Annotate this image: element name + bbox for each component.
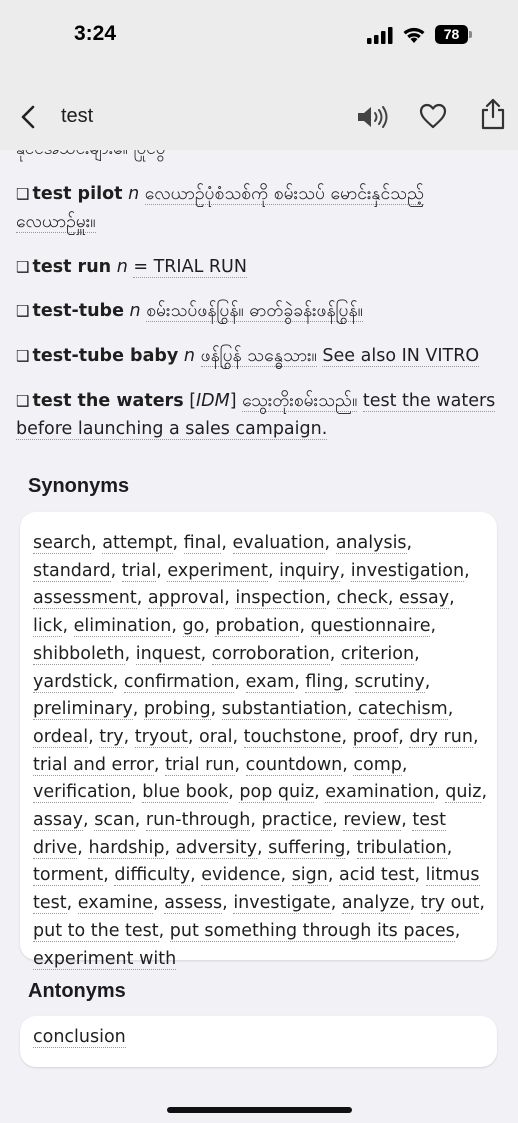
synonym-word[interactable]: preliminary <box>33 699 133 720</box>
synonym-word[interactable]: inquest <box>135 643 201 664</box>
synonym-word[interactable]: trial and error <box>33 754 154 775</box>
synonym-word[interactable]: standard <box>33 560 111 581</box>
synonym-word[interactable]: run-through <box>145 810 251 831</box>
synonym-word[interactable]: check <box>336 588 388 609</box>
synonym-word[interactable]: try <box>99 726 124 747</box>
antonyms-heading: Antonyms <box>28 980 126 1002</box>
bullet-icon: ❑ <box>16 392 30 410</box>
synonym-word[interactable]: investigation <box>350 560 465 581</box>
status-bar <box>0 0 518 70</box>
entry-pos: n <box>128 184 140 204</box>
synonym-word[interactable]: criterion <box>340 643 415 664</box>
synonym-word[interactable]: essay <box>399 588 450 609</box>
synonym-word[interactable]: review <box>343 810 402 831</box>
synonyms-list: search, attempt, final, evaluation, analysis, standard, trial, experiment, inquiry, investigation, assessment, approval, inspection, check, essay, lick, elimination, go, probation, questionnaire, shibboleth, inquest, corroboration, criterion, yardstick, confirmation, exam, fling, scrutiny, preliminary, probing, substantiation, catechism, ordeal, try, tryout, oral, touchstone, proof, dry run, trial and error, trial run, countdown, comp, verification, blue book, pop quiz, examination, quiz, assay, scan, run-through, practice, review, test drive, hardship, adversity, suffering, tribulation, torment, difficulty, evidence, sign, acid test, litmus test, examine, assess, investigate, analyze, try out, put to the test, put something through its paces, experiment with <box>33 533 488 969</box>
synonym-word[interactable]: yardstick <box>33 671 113 692</box>
entry-definition[interactable]: စမ်းသပ်ဖန်ပြွန်။ ဓာတ်ခွဲခန်းဖန်ပြွန်။ <box>146 301 363 321</box>
synonym-word[interactable]: probation <box>215 616 300 637</box>
entry-pos: n <box>129 301 141 321</box>
chevron-left-icon[interactable] <box>18 105 40 129</box>
entry-term: test the waters <box>32 391 184 411</box>
synonym-word[interactable]: ordeal <box>33 726 89 747</box>
synonym-word[interactable]: search <box>33 533 92 553</box>
entry-content <box>0 150 518 1123</box>
synonym-word[interactable]: oral <box>198 726 233 747</box>
entry-term: test-tube baby <box>32 346 179 366</box>
synonym-word[interactable]: put something through its paces <box>169 920 455 941</box>
synonym-word[interactable]: put to the test <box>33 920 159 941</box>
home-indicator <box>167 1107 352 1113</box>
synonym-word[interactable]: adversity <box>175 837 257 858</box>
synonym-word[interactable]: shibboleth <box>33 643 125 664</box>
synonym-word[interactable]: examine <box>77 893 154 914</box>
synonym-word[interactable]: assay <box>33 810 84 831</box>
entry-term: test pilot <box>32 184 123 204</box>
synonym-word[interactable]: final <box>183 533 222 553</box>
entry-term: test-tube <box>32 301 124 321</box>
antonym-word[interactable]: conclusion <box>33 1027 126 1047</box>
entry-definition[interactable]: = TRIAL RUN <box>133 257 247 277</box>
bullet-icon: ❑ <box>16 302 30 320</box>
synonym-word[interactable]: sign <box>291 865 328 886</box>
synonym-word[interactable]: quiz <box>445 782 482 803</box>
synonym-word[interactable]: examination <box>325 782 435 803</box>
synonym-word[interactable]: scan <box>94 810 135 831</box>
nav-bar <box>0 70 518 150</box>
entry-test-tube-baby <box>16 342 500 370</box>
cellular-signal-icon <box>367 27 393 44</box>
entry-term: test run <box>32 257 112 277</box>
idiom-tag: [IDM] <box>189 391 237 411</box>
synonym-word[interactable]: trial <box>121 560 157 581</box>
battery-icon <box>435 25 468 44</box>
synonym-word[interactable]: trial run <box>165 754 235 775</box>
bullet-icon: ❑ <box>16 185 30 203</box>
entry-definition[interactable]: လေယာဉ်ပုံစံသစ်ကို စမ်းသပ် မောင်းနှင်သည့် <box>144 184 424 204</box>
synonym-word[interactable]: inquiry <box>279 560 340 581</box>
synonym-word[interactable]: approval <box>147 588 225 609</box>
synonym-word[interactable]: elimination <box>73 616 172 637</box>
synonym-word[interactable]: touchstone <box>243 726 342 747</box>
synonym-word[interactable]: acid test <box>339 865 415 886</box>
synonym-word[interactable]: verification <box>33 782 132 803</box>
bullet-icon: ❑ <box>16 347 30 365</box>
entry-example[interactable]: test the waters <box>362 391 496 411</box>
entry-test-pilot <box>16 180 500 236</box>
antonyms-card <box>20 1016 497 1067</box>
synonym-word[interactable]: substantiation <box>221 699 347 720</box>
synonym-word[interactable]: blue book <box>142 782 229 803</box>
synonym-word[interactable]: experiment with <box>33 948 177 969</box>
synonym-word[interactable]: comp <box>353 754 402 775</box>
speaker-icon[interactable] <box>356 103 390 131</box>
see-also-link[interactable]: See also IN VITRO <box>322 346 480 366</box>
wifi-icon <box>402 25 426 44</box>
synonym-word[interactable]: proof <box>352 726 399 747</box>
synonym-word[interactable]: investigate <box>233 893 331 914</box>
entry-test-run <box>16 253 500 281</box>
synonym-word[interactable]: inspection <box>235 588 326 609</box>
synonym-word[interactable]: try out <box>420 893 480 914</box>
synonym-word[interactable]: experiment <box>167 560 268 581</box>
synonym-word[interactable]: assessment <box>33 588 137 609</box>
synonym-word[interactable]: evidence <box>201 865 281 886</box>
synonym-word[interactable]: tryout <box>134 726 188 747</box>
synonym-word[interactable]: lick <box>33 616 63 637</box>
bullet-icon: ❑ <box>16 258 30 276</box>
entry-test-the-waters <box>16 387 500 443</box>
entry-definition[interactable]: သွေးတိုးစမ်းသည်။ <box>242 391 358 411</box>
synonym-word[interactable]: countdown <box>245 754 343 775</box>
synonym-word[interactable]: catechism <box>358 699 448 720</box>
synonyms-heading: Synonyms <box>28 475 130 497</box>
synonym-word[interactable]: attempt <box>102 533 173 553</box>
share-icon[interactable] <box>479 98 507 130</box>
synonym-word[interactable]: tribulation <box>356 837 447 858</box>
synonym-word[interactable]: scrutiny <box>354 671 425 692</box>
entry-test-tube <box>16 297 500 325</box>
status-time: 3:24 <box>74 22 117 45</box>
entry-pos: n <box>116 257 128 277</box>
synonym-word[interactable]: questionnaire <box>310 616 431 637</box>
synonyms-card <box>20 512 497 969</box>
page-title: test <box>61 105 94 127</box>
synonym-word[interactable]: corroboration <box>211 643 330 664</box>
synonym-word[interactable]: dry run <box>409 726 473 747</box>
synonym-word[interactable]: litmus test <box>33 865 480 914</box>
synonym-word[interactable]: confirmation <box>123 671 235 692</box>
entry-pos: n <box>183 346 195 366</box>
synonym-word[interactable]: analysis <box>335 533 407 553</box>
synonym-word[interactable]: hardship <box>88 837 165 858</box>
synonym-word[interactable]: go <box>182 616 205 637</box>
synonym-word[interactable]: probing <box>143 699 211 720</box>
synonym-word[interactable]: test drive <box>33 810 447 858</box>
entry-example[interactable]: before launching a sales campaign. <box>16 419 328 439</box>
synonym-word[interactable]: evaluation <box>232 533 325 553</box>
synonym-word[interactable]: assess <box>164 893 223 914</box>
entry-definition[interactable]: လေယာဉ်မှူး။ <box>16 212 96 232</box>
battery-nub <box>469 31 472 38</box>
synonym-word[interactable]: fling <box>305 671 344 692</box>
battery-level: 78 <box>443 26 460 42</box>
synonym-word[interactable]: suffering <box>268 837 346 858</box>
synonym-word[interactable]: exam <box>245 671 295 692</box>
heart-icon[interactable] <box>419 103 447 129</box>
entry-definition[interactable]: ဖန်ပြွန် သန္ဓေသား။ <box>200 346 317 366</box>
synonym-word[interactable]: torment <box>33 865 104 886</box>
synonym-word[interactable]: pop quiz <box>239 782 315 803</box>
synonym-word[interactable]: difficulty <box>114 865 191 886</box>
synonym-word[interactable]: analyze <box>341 893 410 914</box>
synonym-word[interactable]: practice <box>261 810 333 831</box>
